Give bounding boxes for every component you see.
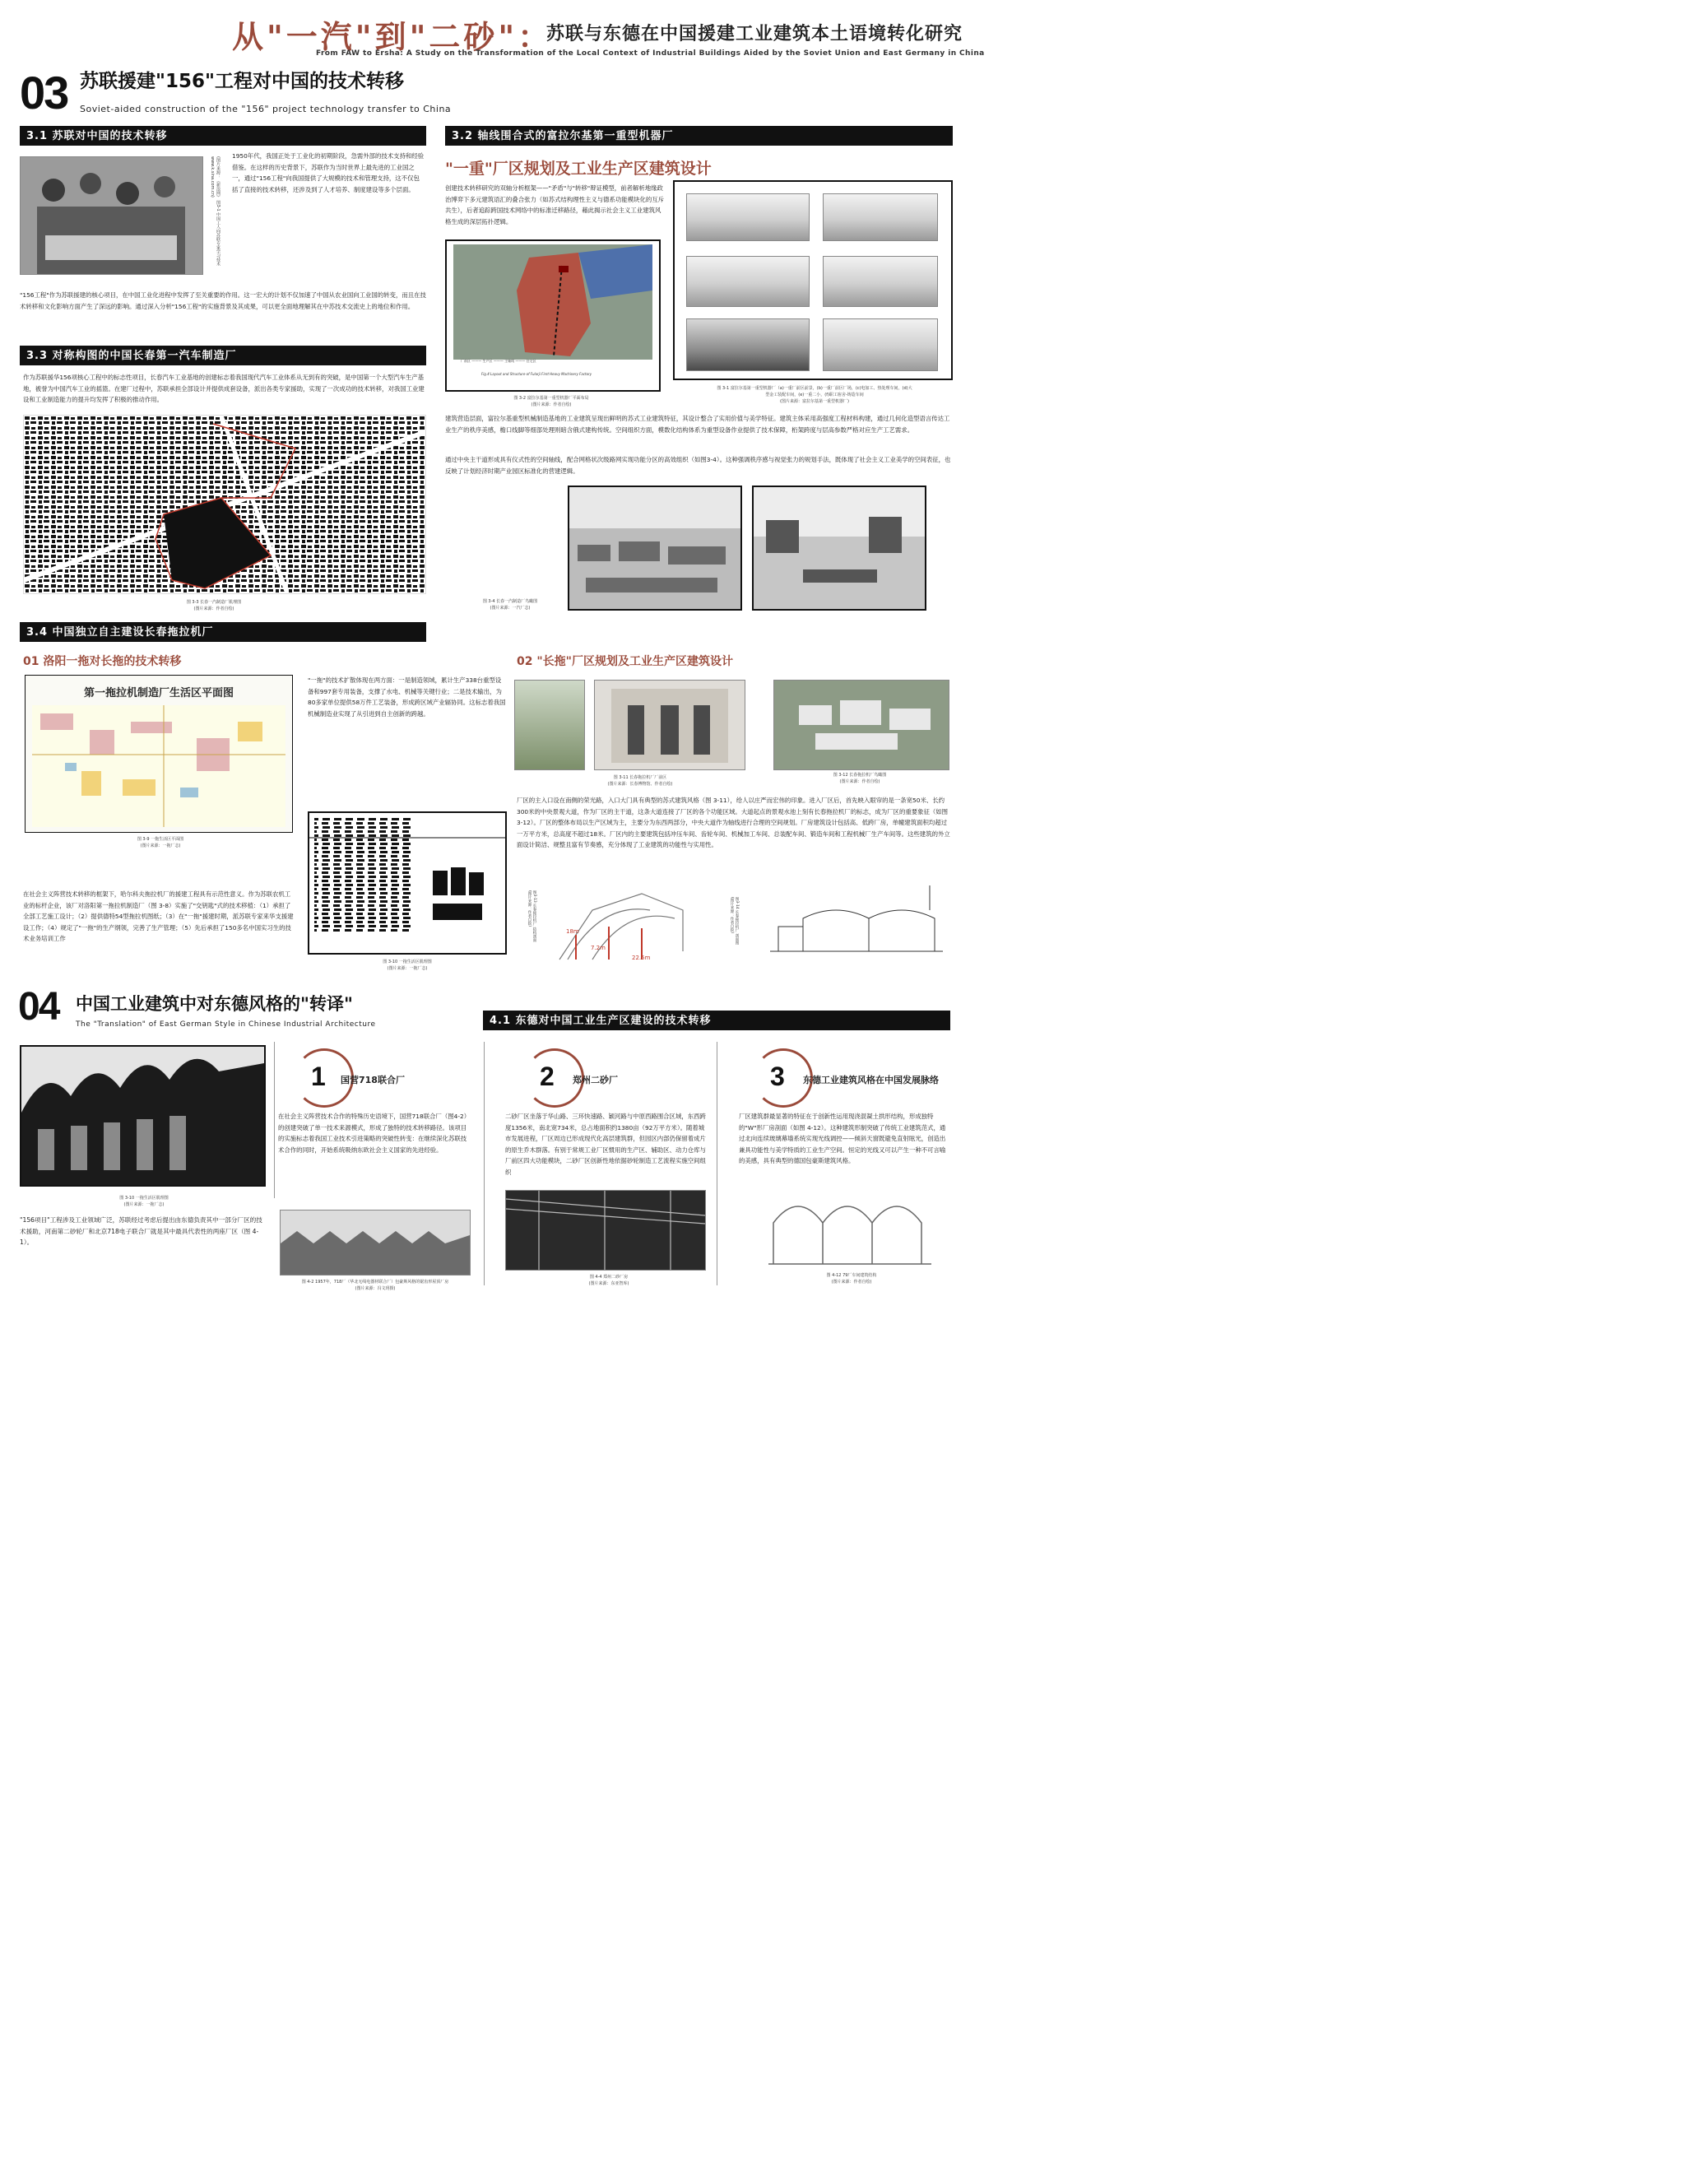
factory-section-drawing xyxy=(762,877,951,960)
fularji-layout-map xyxy=(445,239,661,392)
plan-title: 第一拖拉机制造厂生活区平面图 xyxy=(83,687,234,699)
fig31-photos-caption: 图 3-1 富拉尔基第一重型机器厂（a)一重厂前区前景，(b)一重厂前区厂场，(c)电加工、热处理车间，(d)大型金工装配车间，(e)一重二小，(f)职工宿舍-铸造车间 (图片来源：富拉尔基第一重型机器厂) xyxy=(717,386,912,404)
poster-subtitle: 苏联与东德在中国援建工业建筑本土语境转化研究 xyxy=(546,24,963,44)
sawtooth-factory-art xyxy=(21,1047,264,1185)
s31-paragraph-2: "156工程"作为苏联援建的核心项目，在中国工业化进程中发挥了至关重要的作用。这一宏大的计划不仅加速了中国从农业国向工业国的转变，而且在技术转移和文化影响方面产生了深远的影响。通过深入分析"156工程"的实施背景及其成果，可以更全面地理解其在中苏技术交流史上的地位和作用。 xyxy=(20,291,426,310)
dim-22-5m: 22.5m xyxy=(632,955,651,961)
fularji-photo-f xyxy=(823,318,938,371)
s34-paragraph-2: 在社会主义阵营技术转移的框架下，哈尔科夫拖拉机厂的援建工程具有示范性意义。作为苏联农机工业的标杆企业，该厂对洛阳第一拖拉机制造厂（图 3-8）实施了"交钥匙"式的技术移植：（1）承担了全部工艺施工设计；（2）提供德特54型拖拉机图纸；（3）在"一拖"援建时期，派苏联专家来华支援建设工作；（4）规定了"一拖"的生产纲领，完善了生产管理；（5）先后承担了150多名中国实习生的技术业务培训工作 xyxy=(23,890,294,942)
changtuo-aerial-photo xyxy=(773,680,949,770)
factory-aerial-art-2 xyxy=(754,487,925,609)
fularji-photo-d xyxy=(823,256,938,307)
factory-aerial-art-1 xyxy=(569,487,740,609)
s34-sub02: 02 "长拖"厂区规划及工业生产区建筑设计 xyxy=(517,655,733,668)
s32-paragraph-2: 建筑营造层面，富拉尔基重型机械制造基地的工业建筑呈现出鲜明的苏式工业建筑特征，其设计整合了实用价值与美学特征。建筑主体采用高强度工程材料构建，通过几何化造型语言传达工业生产的秩序美感，檐口线脚等细部处理则暗含俄式建构传统。空间组织方面，模数化结构体系为重型设备作业提供了技术保障，桁架跨度与层高参数严格对应生产工艺需求。 xyxy=(445,415,950,434)
factory-718-art xyxy=(281,1210,470,1275)
item2-text: 二砂厂区坐落于华山路、三环快速路、颖河路与中原西路围合区域，东西跨度1356米，南北宽734米，总占地面积约1380亩（92万平方米）。随着城市发展进程，厂区周边已形成现代化高层建筑群，但园区内部仍保留着成片的原生乔木群落。有别于常规工业厂区惯用的生产区、辅助区、动力仓库与厂前区四大功能模块，二砂厂区创新性地依据砂轮制造工艺流程实施空间组织 xyxy=(505,1113,706,1176)
workers-photo-art xyxy=(21,157,202,274)
w-section-drawing xyxy=(765,1190,935,1269)
factory-718-photo xyxy=(280,1210,471,1276)
fig313-side-caption: 图3-13 长春拖拉机厂 结构剖面 (图片来源：作者自绘) xyxy=(527,890,536,942)
structure-axonometric-art xyxy=(543,877,696,969)
fularji-photo-a xyxy=(686,193,810,241)
divider-1 xyxy=(274,1042,275,1198)
photo-side-caption: (图片来源：《新浪网》 图3-1 中国工人向苏联专家学习技术 www.k.sina.com.cn) xyxy=(210,156,220,267)
sec04-photo-caption: 图 3-10 一拖生活区肌理图 (图片来源：一拖厂志) xyxy=(119,1196,169,1207)
item1-text: 在社会主义阵营技术合作的特殊历史语境下，国营718联合厂（图4-2）的创建突破了单一技术来源模式，形成了独特的技术转移路径。该项目的实施标志着我国工业技术引进策略的突破性转变：在继续深化苏联技术合作的同时，开始系统吸纳东欧社会主义国家的先进经验。 xyxy=(278,1113,471,1154)
factory-gate-art xyxy=(595,681,745,769)
factory-gate-photo xyxy=(594,680,745,770)
section-04-number: 04 xyxy=(18,985,59,1029)
fig314-side-caption: 图3-14 长春拖拉机厂 剖面图 (图片来源：作者自绘) xyxy=(730,897,739,946)
section-04-title-en: The "Translation" of East German Style in Chinese Industrial Architecture xyxy=(76,1020,376,1029)
s34-paragraph-3: 厂区的主入口设在南侧的荣光路，入口大门具有典型的苏式建筑风格（图 3-11），给人以庄严而宏伟的印象。进入厂区后，首先映入眼帘的是一条宽50米、长约300米的中央景观大道，作为厂区的主干道，这条大道连接了厂区的各个功能区域。大道起点的景观水池上刻有长春拖拉机厂的标志，成为厂区的重要象征（如图3-12）。厂区的整体布局以生产区域为主，主要分为东西两部分，中央大道作为轴线进行合理的空间规划。厂房建筑设计包括高、低跨厂房，单幢建筑面积均超过一万平方米，总高度不超过18米。厂区内的主要建筑包括冲压车间、齿轮车间、机械加工车间、总装配车间、锻造车间和工程机械厂生产车间等。这些建筑的外立面设计简洁、规整且富有节奏感，充分体现了工业建筑的功能性与实用性。 xyxy=(517,797,950,848)
fularji-photo-b xyxy=(823,193,938,241)
section-3-3-bar: 3.3 对称构图的中国长春第一汽车制造厂 xyxy=(20,346,426,365)
fig310-caption: 图 3-10 一拖生活区肌理图 (图片来源：一拖厂志) xyxy=(383,960,432,971)
item1-number: 1 xyxy=(311,1062,326,1091)
changtuo-aerial-art xyxy=(774,681,949,769)
luoyang-living-plan xyxy=(25,675,293,833)
fig39-caption: 图 3-9 一拖生活区平面图 (图片来源：一拖厂志) xyxy=(137,837,184,848)
item1-title: 国营718联合厂 xyxy=(341,1075,405,1085)
section-3-1-bar: 3.1 苏联对中国的技术转移 xyxy=(20,126,426,146)
fig311-caption: 图 3-11 长春拖拉机厂厂前区 (图片来源：长春博物馆、作者自绘) xyxy=(607,775,673,787)
fig34-caption: 图 3-4 长春一汽制造厂鸟瞰图 (图片来源：一汽厂志) xyxy=(482,599,538,611)
zhengzhou-ersha-photo xyxy=(505,1190,706,1271)
item3-number: 3 xyxy=(770,1062,785,1091)
changchun-figure-ground-map xyxy=(23,415,426,594)
fig312-caption: 图 3-12 长春拖拉机厂鸟瞰图 (图片来源：作者自绘) xyxy=(833,773,887,784)
item3-title: 东德工业建筑风格在中国发展脉络 xyxy=(803,1075,939,1085)
fig412-caption: 图 4-12 79厂车间建筑结构 (图片来源：作者自绘) xyxy=(826,1273,877,1285)
fularji-photo-grid xyxy=(673,180,953,380)
s32-paragraph-3: 通过中央主干道形成具有仪式性的空间轴线，配合网格状次级路网实现功能分区的高效组织（如图3-4）。这种强调秩序感与视觉张力的规划手法，既体现了社会主义工业美学的空间表征，也反映了计划经济时期产业园区标准化的营建逻辑。 xyxy=(445,456,951,475)
ersha-interior-art xyxy=(506,1191,705,1270)
fig34-photo-left xyxy=(568,486,742,611)
item2-number: 2 xyxy=(540,1062,555,1091)
fularji-photo-e xyxy=(686,318,810,371)
section-04-title: 中国工业建筑中对东德风格的"转译" xyxy=(76,994,353,1014)
item3-text: 厂区建筑群最显著的特征在于创新性运用现浇混凝土拱形结构，形成独特的"W"形厂房剖面（如图 4-12）。这种建筑形制突破了传统工业建筑范式，通过北向连续玻璃幕墙系统实现光线调控——倾斜天窗既避免直射眩光，创造出兼具功能性与美学特质的工业生产空间。恒定的光线又可以产生一种不可言喻的美感，具有典型的德国包豪斯建筑风格。 xyxy=(739,1113,946,1164)
section-03-title: 苏联援建"156"工程对中国的技术转移 xyxy=(80,71,404,92)
factory-section-art xyxy=(762,877,951,960)
section-03-title-en: Soviet-aided construction of the "156" project technology transfer to China xyxy=(80,104,452,114)
section-03-number: 03 xyxy=(20,67,68,118)
structure-axonometric xyxy=(543,877,696,969)
poster-title-en: From FAW to Ersha: A Study on the Transformation of the Local Context of Industrial Buildings Aided by the Soviet Union and East Germany in China xyxy=(316,49,985,58)
dim-18m: 18m xyxy=(566,928,579,935)
fig32-caption: 图 3-2 富拉尔基第一重型机器厂平面布局 (图片来源：作者自绘) xyxy=(513,396,589,407)
fig34-photo-right xyxy=(752,486,926,611)
luoyang-figure-ground-art xyxy=(309,813,505,953)
monument-photo xyxy=(514,680,585,770)
fularji-photo-c xyxy=(686,256,810,307)
fig44-caption: 图 4-4 郑州二砂厂房 (图片来源：东亚智库) xyxy=(588,1275,629,1286)
fig42-caption: 图 4-2 1957年，718厂（华北无线电器材联合厂）包豪斯风格的锯齿形屋顶厂房 (图片来源：冯文玥摄) xyxy=(301,1280,449,1291)
item2-title: 郑州二砂厂 xyxy=(573,1075,618,1085)
s34-paragraph-1: "一拖"的技术扩散体现在两方面：一是制造领域，累计生产338台重型设备和997套专用装备，支撑了水电、机械等关键行业；二是技术输出，为80多家单位提供58万件工艺装备，形成跨区域产业辐协同。这标志着我国机械制造业实现了从引进到自主创新的跨越。 xyxy=(308,676,506,718)
sec04-paragraph-1: "156项目"工程涉及工业领域广泛，苏联经过考虑后提出由东德负责其中一部分厂区的技术援助，河南第二砂轮厂和北京718电子联合厂就是其中最具代表性的两座厂区（图 4-1）。 xyxy=(20,1216,262,1246)
fularji-map-legend: 厂前区 ——— 生产区 ——— 主轴线 ——— 住宅区 xyxy=(461,359,536,363)
s31-paragraph-1: 1950年代，我国正处于工业化的初期阶段，急需外部的技术支持和经验借鉴。在这样的历史背景下，苏联作为当时世界上最先进的工业国之一，通过"156工程"向我国提供了大规模的技术和管理支持，这不仅包括了直接的技术转移，还涉及到了人才培养、制度建设等多个层面。 xyxy=(232,152,425,193)
section-3-4-bar: 3.4 中国独立自主建设长春拖拉机厂 xyxy=(20,622,426,642)
plan-art xyxy=(32,705,285,827)
fularji-map-art xyxy=(447,241,659,390)
divider-2 xyxy=(484,1042,485,1285)
s33-paragraph-1: 作为苏联援华156项核心工程中的标志性项目，长春汽车工业基地的创建标志着我国现代汽车工业体系从无到有的突破，是中国第一个大型汽车生产基地，被誉为中国汽车工业的摇篮。在建厂过程中，苏联承担全部设计并提供成套设备，派出各类专家援助，实现了一次成功的技术转移，对我国工业建设和工业制造能力的提升均发挥了积极的推动作用。 xyxy=(23,374,425,403)
workers-study-photo xyxy=(20,156,203,275)
s34-sub01: 01 洛阳一拖对长拖的技术转移 xyxy=(23,655,182,668)
fularji-map-title: Fig.4 Layout and Structure of Fularji First Heavy Machinery Factory xyxy=(481,372,592,376)
w-section-art xyxy=(765,1190,935,1269)
fig33-caption: 图 3-3 长春一汽制造厂肌理图 (图片来源：作者自绘) xyxy=(186,600,242,611)
figure-ground-art xyxy=(24,416,425,593)
poster-title: 从"一汽"到"二砂"： xyxy=(232,18,553,55)
s32-subtitle: "一重"厂区规划及工业生产区建筑设计 xyxy=(445,160,712,178)
section-3-2-bar: 3.2 轴线围合式的富拉尔基第一重型机器厂 xyxy=(445,126,953,146)
sawtooth-factory-photo xyxy=(20,1045,266,1187)
s32-paragraph-1: 创建技术转移研究的双轴分析框架——"矛盾"与"转移"辩证模型，前者解析地缘政治博弈下多元建筑语汇的叠合张力（如苏式结构理性主义与德系功能模块化的互斥共生），后者追踪跨国技术网络中的标准迁移路径，藉此揭示社会主义工业建筑风格生成的深层拓扑逻辑。 xyxy=(445,184,665,225)
luoyang-figure-ground xyxy=(308,811,507,955)
dim-7-2m: 7.2m xyxy=(591,945,606,951)
section-4-1-bar: 4.1 东德对中国工业生产区建设的技术转移 xyxy=(483,1011,950,1030)
